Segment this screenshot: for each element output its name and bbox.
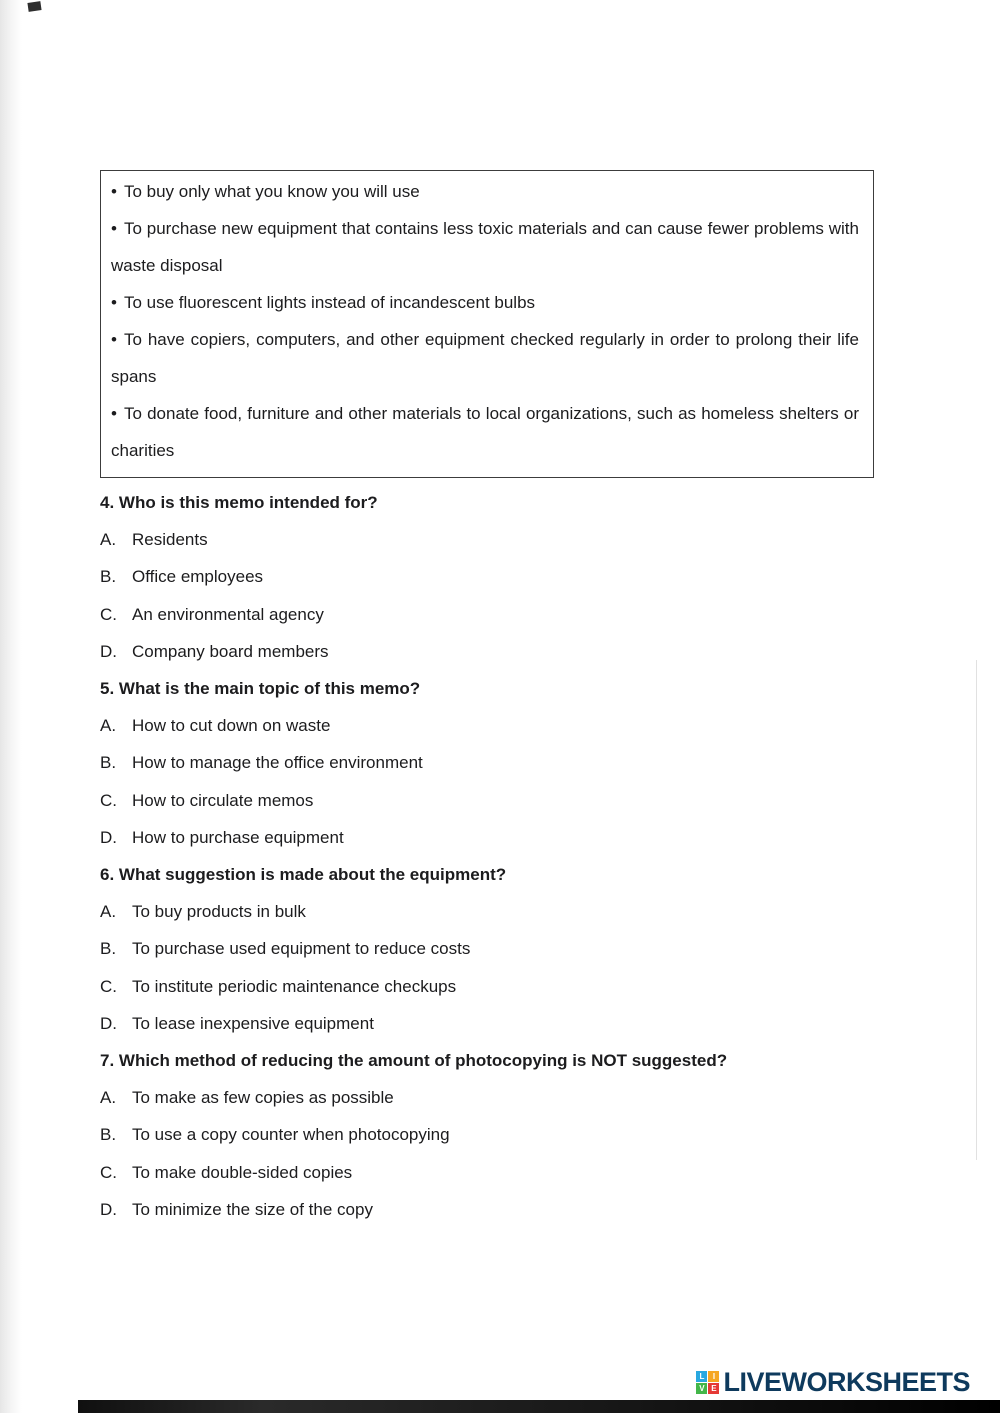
option-row <box>100 930 900 967</box>
question-5 <box>100 670 900 856</box>
question-6 <box>100 856 900 1042</box>
option-text: To lease inexpensive equipment <box>132 1013 374 1033</box>
option-text: To buy products in bulk <box>132 902 306 922</box>
passage-bullet <box>111 321 859 395</box>
option-letter: C. <box>100 976 117 996</box>
option-row <box>100 744 900 781</box>
passage-bullet-text: To purchase new equipment that contains less toxic materials and can cause fewer problems with waste disposal <box>111 219 859 275</box>
question-header: 5. What is the main topic of this memo? <box>100 679 421 699</box>
option-row <box>100 596 900 633</box>
option-letter: A. <box>100 716 117 736</box>
passage-bullet <box>111 284 859 321</box>
option-letter: C. <box>100 790 117 810</box>
option-text: Office employees <box>132 567 264 587</box>
option-row <box>100 633 900 670</box>
passage-bullet-text: To buy only what you know you will use <box>123 182 420 201</box>
option-letter: D. <box>100 1199 117 1219</box>
option-text: Company board members <box>132 641 329 661</box>
option-letter: D. <box>100 1013 117 1033</box>
option-text: How to purchase equipment <box>132 827 344 847</box>
passage-bullet <box>111 395 859 469</box>
option-text: How to cut down on waste <box>132 716 331 736</box>
option-row <box>100 1154 900 1191</box>
option-text: To purchase used equipment to reduce costs <box>132 939 471 959</box>
option-text: To make double-sided copies <box>132 1162 353 1182</box>
option-text: Residents <box>132 530 208 550</box>
bullet-icon: • <box>111 404 117 423</box>
passage-bullet-text: To use fluorescent lights instead of incandescent bulbs <box>123 293 536 312</box>
liveworksheets-logo-icon <box>696 1371 719 1394</box>
option-row <box>100 782 900 819</box>
option-row <box>100 819 900 856</box>
question-header: 6. What suggestion is made about the equipment? <box>100 865 507 885</box>
option-letter: D. <box>100 827 117 847</box>
option-letter: A. <box>100 902 117 922</box>
option-letter: A. <box>100 530 117 550</box>
option-letter: B. <box>100 753 117 773</box>
scan-corner-mark <box>27 1 41 12</box>
logo-square-e: E <box>708 1383 719 1394</box>
bullet-icon: • <box>111 293 117 312</box>
option-letter: B. <box>100 1125 117 1145</box>
option-row <box>100 707 900 744</box>
bullet-icon: • <box>111 330 117 349</box>
passage-bullet <box>111 173 859 210</box>
option-text: To minimize the size of the copy <box>132 1199 373 1219</box>
option-text: How to manage the office environment <box>132 753 423 773</box>
question-header: 7. Which method of reducing the amount of photocopying is NOT suggested? <box>100 1051 728 1071</box>
option-letter: C. <box>100 1162 117 1182</box>
option-row <box>100 1079 900 1116</box>
option-letter: C. <box>100 604 117 624</box>
option-text: To use a copy counter when photocopying <box>132 1125 450 1145</box>
passage-bullet-text: To donate food, furniture and other materials to local organizations, such as homeless shelters or charities <box>111 404 859 460</box>
option-row <box>100 1116 900 1153</box>
option-row <box>100 521 900 558</box>
liveworksheets-brand[interactable] <box>696 1367 970 1398</box>
option-row <box>100 968 900 1005</box>
option-row <box>100 893 900 930</box>
option-letter: B. <box>100 567 117 587</box>
question-4 <box>100 484 900 670</box>
page-left-edge-shadow <box>0 0 22 1413</box>
question-header: 4. Who is this memo intended for? <box>100 493 378 512</box>
logo-square-l: L <box>696 1371 707 1382</box>
scan-fold-line <box>976 660 977 1160</box>
option-text: To institute periodic maintenance checkups <box>132 976 457 996</box>
logo-square-i: I <box>708 1371 719 1382</box>
bullet-icon: • <box>111 182 117 201</box>
option-row <box>100 558 900 595</box>
option-row <box>100 1191 900 1228</box>
option-letter: B. <box>100 939 117 959</box>
bullet-icon: • <box>111 219 117 238</box>
option-text: An environmental agency <box>132 604 324 624</box>
brand-wordmark: LIVEWORKSHEETS <box>723 1367 970 1397</box>
question-7 <box>100 1042 900 1228</box>
passage-box <box>100 170 874 478</box>
questions-section <box>100 484 900 1228</box>
option-row <box>100 1005 900 1042</box>
logo-square-v: V <box>696 1383 707 1394</box>
passage-bullet-text: To have copiers, computers, and other equipment checked regularly in order to prolong their life spans <box>111 330 859 386</box>
option-letter: D. <box>100 641 117 661</box>
option-text: To make as few copies as possible <box>132 1088 394 1108</box>
option-letter: A. <box>100 1088 117 1108</box>
passage-bullet <box>111 210 859 284</box>
option-text: How to circulate memos <box>132 790 314 810</box>
scan-bottom-bar <box>78 1400 1000 1413</box>
